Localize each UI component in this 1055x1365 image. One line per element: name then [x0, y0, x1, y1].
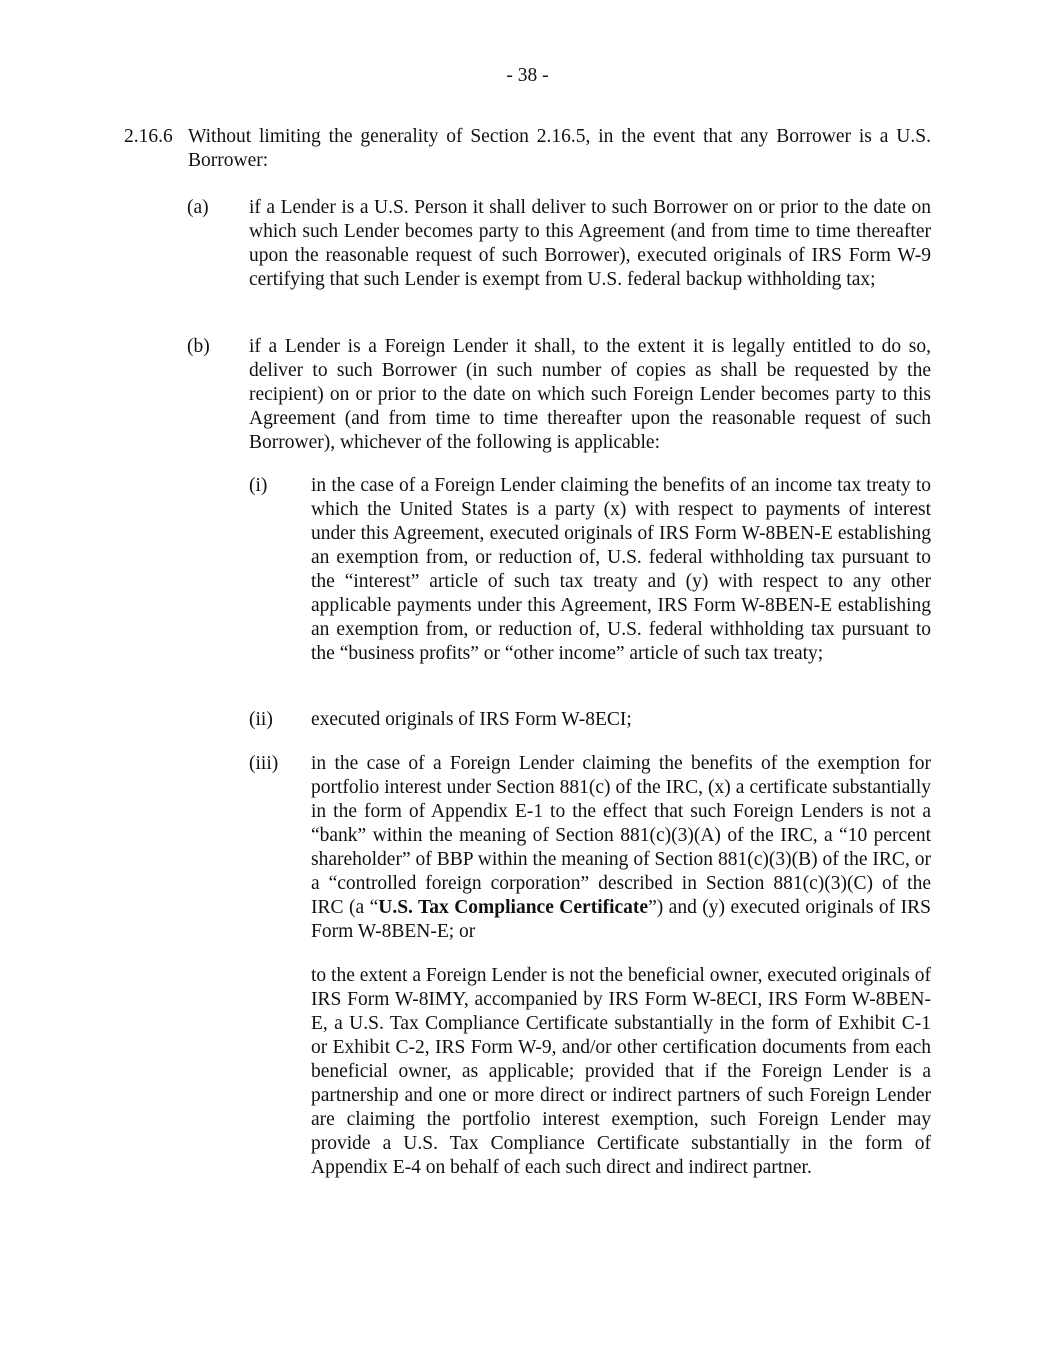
defined-term-us-tax-compliance-certificate: U.S. Tax Compliance Certificate — [378, 897, 649, 918]
clause-b-text: if a Lender is a Foreign Lender it shall, to the extent it is legally entitled to do so, deliver to such Borrower (in such number of copies as shall be requested by the recipient) on or prior to the date on which such Foreign Lender becomes party to this Agreement (and from time to time thereafter upon the reasonable request of such Borrower), whichever of the following is applicable: — [249, 336, 931, 453]
clause-a — [187, 196, 931, 292]
clause-b — [187, 335, 931, 455]
subclause-iii — [249, 752, 931, 944]
clause-b-label: (b) — [187, 336, 210, 357]
section-text: Without limiting the generality of Section 2.16.5, in the event that any Borrower is a U.S. Borrower: — [188, 126, 931, 171]
subclause-iv-paragraph — [249, 964, 931, 1180]
clause-a-label: (a) — [187, 197, 209, 218]
section-2-16-6 — [124, 125, 931, 173]
subclause-ii-text: executed originals of IRS Form W-8ECI; — [311, 709, 632, 730]
page-number: - 38 - — [506, 65, 549, 86]
subclause-iii-label: (iii) — [249, 753, 279, 774]
subclause-i — [249, 474, 931, 666]
subclause-iii-text — [311, 752, 931, 944]
section-number: 2.16.6 — [124, 126, 173, 147]
subclause-i-text: in the case of a Foreign Lender claiming the benefits of an income tax treaty to which the United States is a party (x) with respect to payments of interest under this Agreement, executed originals of IRS Form W-8BEN-E establishing an exemption from, or reduction of, U.S. federal withholding tax pursuant to the “interest” article of such tax treaty and (y) with respect to any other applicable payments under this Agreement, IRS Form W-8BEN-E establishing an exemption from, or reduction of, U.S. federal withholding tax pursuant to the “business profits” or “other income” article of such tax treaty; — [311, 475, 931, 664]
subclause-ii-label: (ii) — [249, 709, 273, 730]
clause-a-text: if a Lender is a U.S. Person it shall deliver to such Borrower on or prior to the date on which such Lender becomes party to this Agreement (and from time to time thereafter upon the reasonable request of such Borrower), executed originals of IRS Form W-9 certifying that such Lender is exempt from U.S. federal backup withholding tax; — [249, 197, 931, 290]
subclause-i-label: (i) — [249, 475, 268, 496]
subclause-iii-text-before: in the case of a Foreign Lender claiming the benefits of the exemption for portfolio interest under Section 881(c) of the IRC, (x) a certificate substantially in the form of Appendix E-1 to the effect that such Foreign Lenders is not a “bank” within the meaning of Section 881(c)(3)(A) of the IRC, a “10 percent shareholder” of BBP within the meaning of Section 881(c)(3)(B) of the IRC, or a “controlled foreign corporation” described in Section 881(c)(3)(C) of the IRC (a “ — [311, 753, 931, 918]
subclause-ii — [249, 708, 931, 732]
subclause-iv-text: to the extent a Foreign Lender is not the beneficial owner, executed originals of IRS Form W-8IMY, accompanied by IRS Form W-8ECI, IRS Form W-8BEN-E, a U.S. Tax Compliance Certificate substantially in the form of Exhibit C-1 or Exhibit C-2, IRS Form W-9, and/or other certification documents from each beneficial owner, as applicable; provided that if the Foreign Lender is a partnership and one or more direct or indirect partners of such Foreign Lender are claiming the portfolio interest exemption, such Foreign Lender may provide a U.S. Tax Compliance Certificate substantially in the form of Appendix E-4 on behalf of each such direct and indirect partner. — [311, 965, 931, 1178]
subclause-iii-text-after: ”) and (y) executed originals of IRS Form W-8BEN-E; or — [311, 897, 931, 942]
